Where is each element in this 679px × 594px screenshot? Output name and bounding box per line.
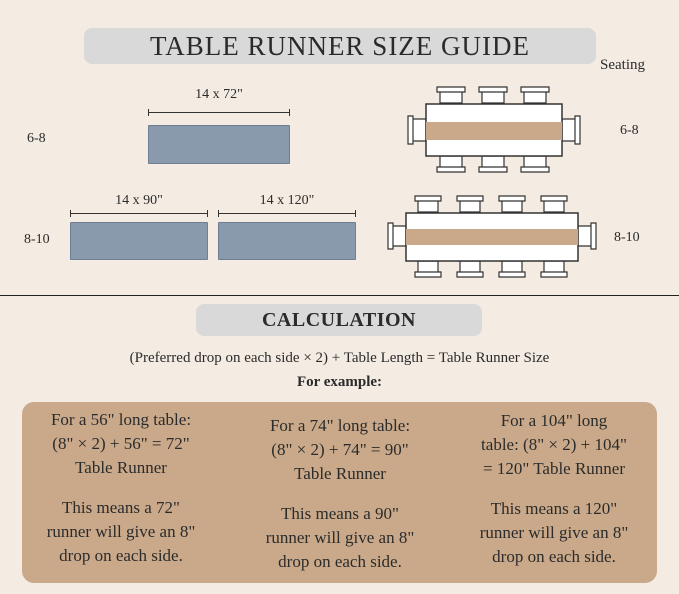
example-note: drop on each side. [278, 552, 402, 571]
example-line: (8" × 2) + 74" = 90" [271, 440, 409, 459]
chair-icon [521, 156, 549, 172]
example-note: drop on each side. [492, 547, 616, 566]
example-line: For a 74" long table: [269, 416, 411, 435]
runner-size-label-90: 14 x 90" [115, 193, 163, 208]
calculation-formula: (Preferred drop on each side × 2) + Table Length = Table Runner Size [129, 350, 550, 366]
table-diagram-6-8 [404, 84, 584, 180]
chair-icon [499, 261, 525, 277]
dimension-line-72 [148, 112, 290, 113]
example-line: Table Runner [294, 464, 386, 483]
chair-icon [499, 196, 525, 212]
example-line: Table Runner [75, 458, 167, 477]
chair-icon [457, 196, 483, 212]
runner-size-label-72: 14 x 72" [195, 87, 243, 102]
table-diagram-8-10 [386, 193, 598, 283]
example-note: runner will give an 8" [46, 522, 196, 541]
chair-icon [408, 116, 426, 144]
table-runner [406, 229, 578, 245]
example-line: = 120" Table Runner [482, 459, 626, 478]
calculation-heading-text: CALCULATION [261, 308, 417, 331]
row-seating-label-6-8: 6-8 [620, 123, 639, 138]
row-seats-label-6-8: 6-8 [27, 131, 46, 146]
dimension-line-120 [218, 213, 356, 214]
chair-icon [415, 261, 441, 277]
example-note: This means a 72" [62, 498, 180, 517]
chair-icon [388, 223, 406, 249]
row-seats-label-8-10: 8-10 [24, 232, 50, 247]
example-line: (8" × 2) + 56" = 72" [52, 434, 190, 453]
page-title [84, 28, 596, 64]
example-note: This means a 120" [490, 499, 618, 518]
example-column-1 [21, 408, 221, 568]
chair-icon [457, 261, 483, 277]
example-note: This means a 90" [281, 504, 399, 523]
runner-swatch-90 [70, 222, 208, 260]
chair-icon [562, 116, 580, 144]
example-line: For a 104" long [500, 411, 608, 430]
seating-label: Seating [600, 57, 645, 73]
example-line: table: (8" × 2) + 104" [481, 435, 627, 454]
example-note: drop on each side. [59, 546, 183, 565]
runner-size-label-120: 14 x 120" [259, 193, 315, 208]
chair-icon [479, 156, 507, 172]
chair-icon [541, 196, 567, 212]
dimension-line-90 [70, 213, 208, 214]
example-column-2 [240, 414, 440, 574]
calculation-heading [196, 304, 482, 336]
chair-icon [578, 223, 596, 249]
example-label: For example: [296, 374, 383, 390]
runner-swatch-120 [218, 222, 356, 260]
table-runner [426, 122, 562, 140]
row-seating-label-8-10: 8-10 [614, 230, 640, 245]
chair-icon [437, 87, 465, 103]
example-note: runner will give an 8" [265, 528, 415, 547]
chair-icon [415, 196, 441, 212]
chair-icon [541, 261, 567, 277]
chair-icon [521, 87, 549, 103]
example-column-3 [454, 409, 654, 569]
section-divider [0, 295, 679, 296]
chair-icon [479, 87, 507, 103]
example-note: runner will give an 8" [479, 523, 629, 542]
chair-icon [437, 156, 465, 172]
runner-swatch-72 [148, 125, 290, 164]
page-title-text: TABLE RUNNER SIZE GUIDE [149, 30, 531, 61]
example-line: For a 56" long table: [50, 410, 192, 429]
